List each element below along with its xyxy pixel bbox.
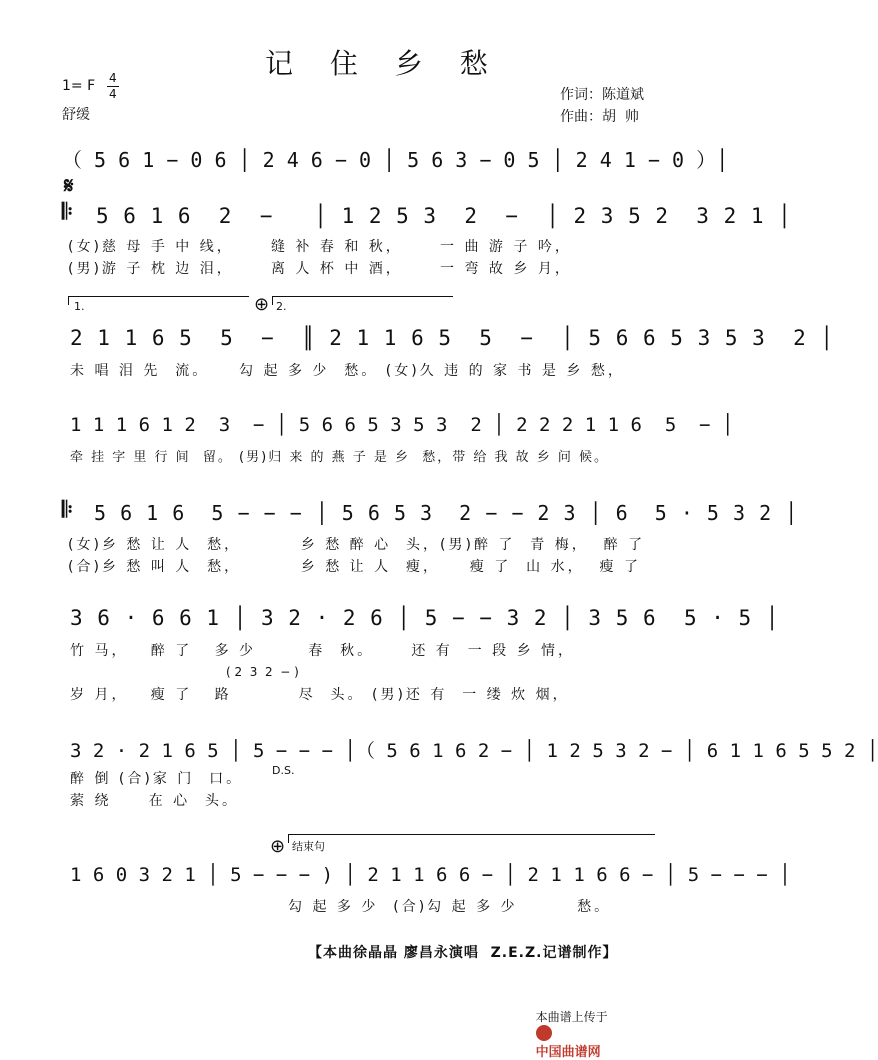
site-logo-icon [536,1025,552,1041]
upload-label: 本曲谱上传于 [535,1010,608,1024]
line6-lyrics-verse2: 萦 绕 在 心 头。 [70,793,240,809]
line3-notes: 1 1 1 6 1 2 3 − │ 5 6 6 5 3 5 3 2 │ 2 2 2 1 1 6 5 − │ [70,414,734,436]
line7-notes: 1 6 0 3 2 1 │ 5 − − − ) │ 2 1 1 6 6 − │ 2 1 1 6 6 − │ 5 − − − │ [70,864,791,886]
line4-lyrics-verse1: (女)乡 愁 让 人 愁， 乡 愁 醉 心 头，(男)醉 了 青 梅， 醉 了 [68,537,646,553]
volta-2-bracket [272,296,453,305]
coda-icon-2: ⊕ [270,836,286,857]
volta-2-label: 2. [276,300,287,313]
line2-notes: 2 1 1 6 5 5 − ║ 2 1 1 6 5 5 − │ 5 6 6 5 3 5 3 2 │ [70,326,835,350]
line6-lyrics-verse1: 醉 倒 (合)家 门 口。 [70,771,244,787]
line2-lyrics: 未 唱 泪 先 流。 勾 起 多 少 愁。 (女)久 违 的 家 书 是 乡 愁， [70,363,625,379]
volta-1-bracket [68,296,249,305]
line1-notes: 5 6 1 6 2 − │ 1 2 5 3 2 − │ 2 3 5 2 3 2 1 │ [96,204,792,228]
repeat-start-sign: 𝄆 [62,200,73,225]
dal-segno-mark: D.S. [272,764,295,777]
line1-lyrics-verse2: (男)游 子 枕 边 泪， 离 人 杯 中 酒， 一 弯 故 乡 月， [68,261,572,277]
line6-notes: 3 2 · 2 1 6 5 │ 5 − − − │（ 5 6 1 6 2 − │ 1 2 5 3 2 − │ 6 1 1 6 5 5 2 │ [70,740,878,762]
line3-lyrics: 牵 挂 字 里 行 间 留。 (男)归 来 的 燕 子 是 乡 愁，带 给 我 故 乡 问 候。 [70,450,610,465]
tempo-marking: 舒缓 [62,107,90,123]
line5-alternate-notes: ( 2 3 2 − ) [226,665,299,679]
volta-1-label: 1. [74,300,85,313]
line7-lyrics: 勾 起 多 少 (合)勾 起 多 少 愁。 [288,899,612,915]
coda-icon: ⊕ [254,294,270,315]
segno-icon: 𝄋 [64,174,74,199]
line4-notes: 5 6 1 6 5 − − − │ 5 6 5 3 2 − − 2 3 │ 6 5 · 5 3 2 │ [94,501,799,525]
song-title: 记 住 乡 愁 [265,47,502,80]
intro-notes: （ 5 6 1 − 0 6 │ 2 4 6 − 0 │ 5 6 3 − 0 5 │ 2 4 1 − 0 ）│ [62,148,729,172]
time-signature-denominator: 4 [109,87,117,101]
key-signature: 1= F [62,78,96,94]
time-signature-numerator: 4 [109,71,117,85]
line5-lyrics-verse2: 岁 月， 瘦 了 路 尽 头。 (男)还 有 一 缕 炊 烟， [70,687,570,703]
upload-note [528,994,608,1060]
performance-credit: 【本曲徐晶晶 廖昌永演唱 Z.E.Z.记谱制作】 [308,945,618,961]
ending-label: 结束句 [292,840,325,853]
ending-bracket [288,834,655,843]
lyricist-credit: 作词：陈道斌 [560,87,644,103]
line5-lyrics-verse1: 竹 马， 醉 了 多 少 春 秋。 还 有 一 段 乡 情， [70,643,576,659]
line5-notes: 3 6 · 6 6 1 │ 3 2 · 2 6 │ 5 − − 3 2 │ 3 5 6 5 · 5 │ [70,606,780,630]
site-logo-text: 中国曲谱网 [535,1045,601,1060]
line1-lyrics-verse1: (女)慈 母 手 中 线， 缝 补 春 和 秋， 一 曲 游 子 吟， [68,239,572,255]
line4-lyrics-verse2: (合)乡 愁 叫 人 愁， 乡 愁 让 人 瘦， 瘦 了 山 水， 瘦 了 [68,559,641,575]
composer-credit: 作曲：胡 帅 [560,109,639,125]
repeat-start-sign-2: 𝄆 [62,498,73,523]
